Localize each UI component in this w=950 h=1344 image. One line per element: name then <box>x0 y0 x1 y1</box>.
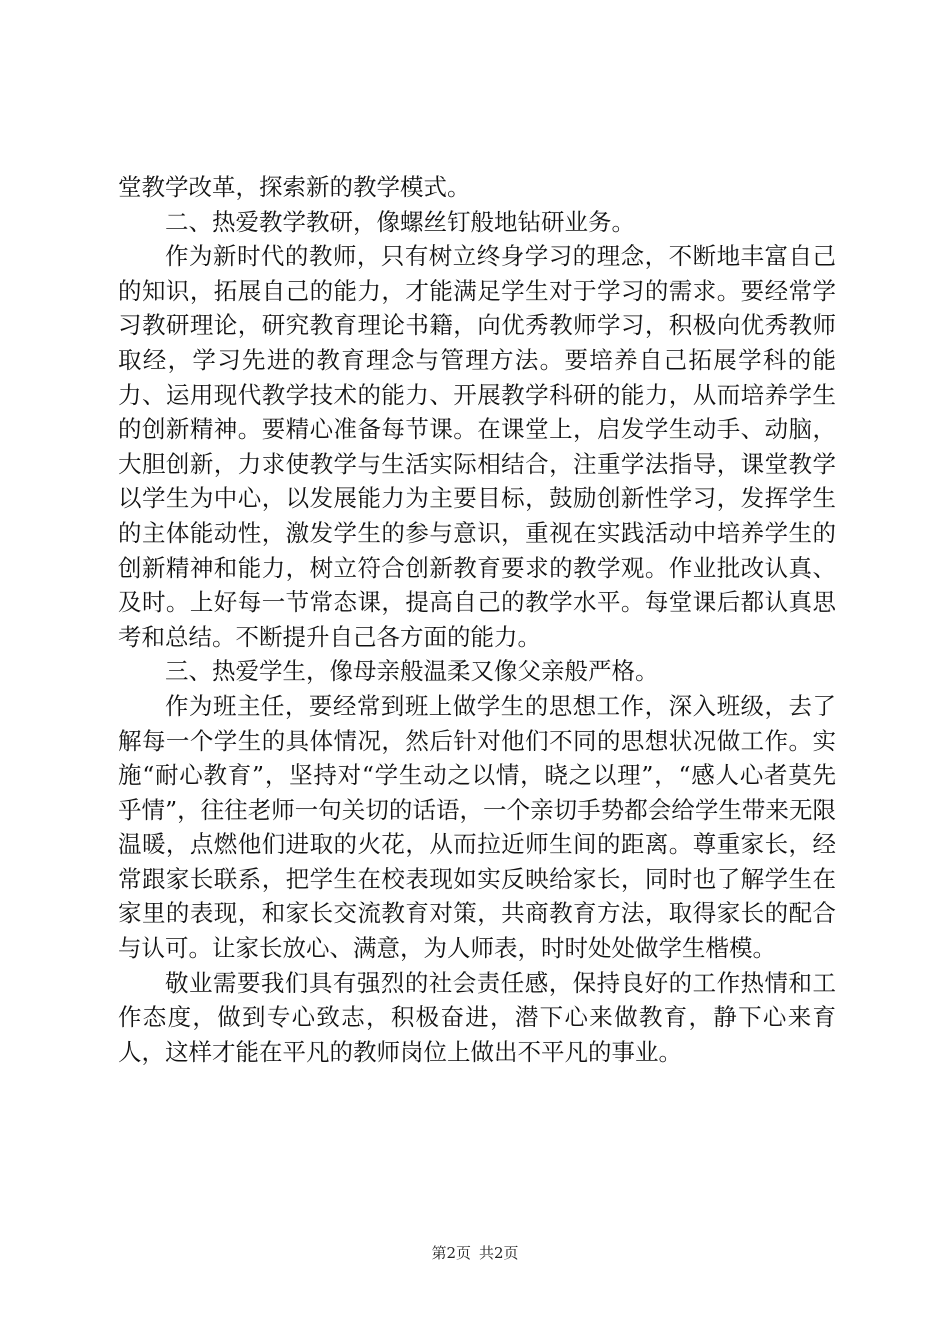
page-number: 第2页 <box>431 1244 471 1262</box>
paragraph-teaching-research: 作为新时代的教师，只有树立终身学习的理念，不断地丰富自己的知识，拓展自己的能力，才能满足学生对于学习的需求。要经常学习教研理论，研究教育理论书籍，向优秀教师学习，积极向优秀教师取经，学习先进的教育理念与管理方法。要培养自己拓展学科的能力、运用现代教学技术的能力、开展教学科研的能力，从而培养学生的创新精神。要精心准备每节课。在课堂上，启发学生动手、动脑，大胆创新，力求使教学与生活实际相结合，注重学法指导，课堂教学以学生为中心，以发展能力为主要目标，鼓励创新性学习，发挥学生的主体能动性，激发学生的参与意识，重视在实践活动中培养学生的创新精神和能力，树立符合创新教育要求的教学观。作业批改认真、及时。上好每一节常态课，提高自己的教学水平。每堂课后都认真思考和总结。不断提升自己各方面的能力。 <box>118 242 836 651</box>
page-total: 共2页 <box>479 1244 519 1262</box>
section-heading-2: 二、热爱教学教研，像螺丝钉般地钻研业务。 <box>165 207 635 236</box>
document-body <box>118 170 836 1069</box>
section-heading-3: 三、热爱学生，像母亲般温柔又像父亲般严格。 <box>165 657 659 686</box>
paragraph-continuation: 堂教学改革，探索新的教学模式。 <box>118 173 471 201</box>
page-footer <box>0 1243 950 1263</box>
paragraph-class-teacher: 作为班主任，要经常到班上做学生的思想工作，深入班级，去了解每一个学生的具体情况，然后针对他们不同的思想状况做工作。实施“耐心教育”，坚持对“学生动之以情，晓之以理”，“感人心者莫先乎情”，往往老师一句关切的话语，一个亲切手势都会给学生带来无限温暖，点燃他们进取的火花，从而拉近师生间的距离。尊重家长，经常跟家长联系，把学生在校表现如实反映给家长，同时也了解学生在家里的表现，和家长交流教育对策，共商教育方法，取得家长的配合与认可。让家长放心、满意，为人师表，时时处处做学生楷模。 <box>118 691 836 963</box>
paragraph-conclusion: 敬业需要我们具有强烈的社会责任感，保持良好的工作热情和工作态度，做到专心致志，积极奋进，潜下心来做教育，静下心来育人，这样才能在平凡的教师岗位上做出不平凡的事业。 <box>118 968 836 1066</box>
